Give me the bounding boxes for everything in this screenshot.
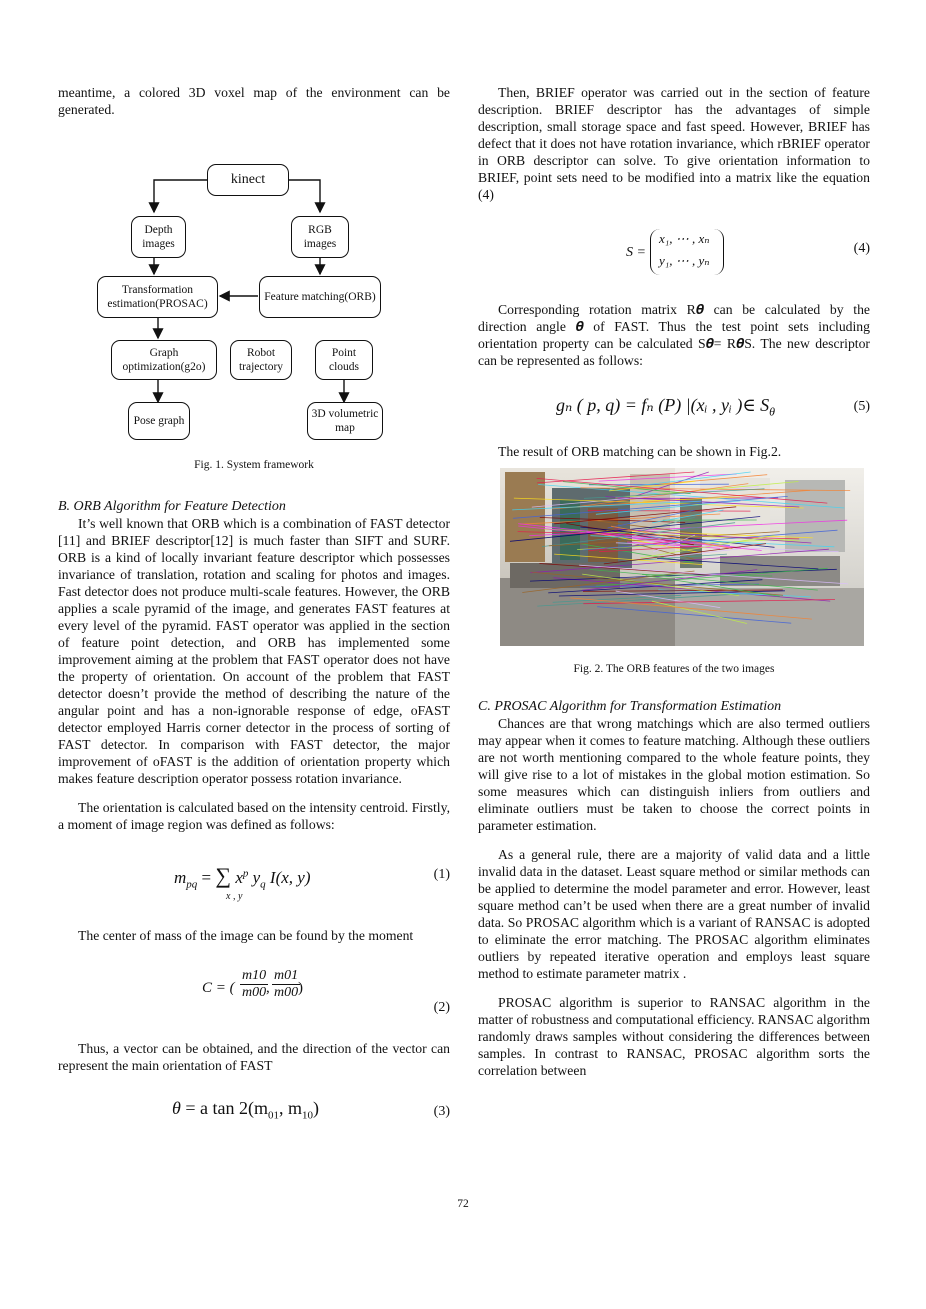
section-c-paragraph-2: As a general rule, there are a majority of valid data and a little invalid data in the dataset. Least square method or similar methods can be applied to determine the model parameter and error. However, least square method can’t be used when there are a great number of invalid data. So PROSAC algorithm which is a variant of RANSAC is adopted to eliminate the error matching. The PROSAC algorithm eliminates outliers by repeated iterative operation and employs least square method to estimate parameter matrix .: [478, 847, 870, 981]
eq1-m: m: [174, 868, 187, 887]
eq1-sub-pq: pq: [186, 878, 198, 891]
eq2-lhs: C = (: [202, 980, 235, 996]
section-b-title: B. ORB Algorithm for Feature Detection: [58, 499, 286, 514]
fig1-caption: Fig. 1. System framework: [194, 459, 314, 471]
section-b-paragraph-3: The center of mass of the image can be found by the moment: [78, 928, 414, 943]
rgb-label-line2: images: [303, 238, 337, 250]
eq3-close: ): [313, 1098, 319, 1118]
eq1-sum-subscript: x , y: [226, 891, 243, 902]
section-c-paragraph-3: PROSAC algorithm is superior to RANSAC algorithm in the matter of robustness and computational efficiency. RANSAC algorithm randomly draws samples without considering the differences between samples. In contrast to RANSAC, PROSAC algorithm sorts the correlation between: [478, 995, 870, 1078]
eq1-args: (x, y): [275, 868, 311, 887]
equation-1: [58, 853, 450, 913]
robot-label-line1: Robot: [246, 347, 276, 359]
feature-matching-node: [259, 276, 381, 318]
eq5-sub-theta: θ: [769, 404, 776, 419]
eq1-sub-q: q: [260, 878, 266, 891]
graph-label-line2: optimization(g2o): [122, 361, 206, 373]
equation-4: [478, 229, 870, 281]
equation-3: [58, 1096, 450, 1136]
transformation-node: [97, 276, 218, 318]
section-c-paragraph-1: Chances are that wrong matchings which are also termed outliers may appear when it comes to feature matching. Although these outliers are not worth mentioning compared to the whole feature points, they will give rise to a lot of mistakes in the global motion estimation. So some measures which can distinguish inliers from outliers and eliminate outliers must be taken to choose the correct points in parameter estimation.: [478, 716, 870, 833]
eq3-sub-01: 01: [267, 1109, 279, 1122]
equation-2: [58, 966, 450, 1026]
right-paragraph-2: Corresponding rotation matrix R𝜽 can be calculated by the direction angle 𝜽 of FAST. Thus the test point sets including orientation property can be calculated S𝜽= R𝜽S. The new descriptor can be represented as follows:: [478, 302, 870, 368]
section-b-paragraph-2: The orientation is calculated based on the intensity centroid. Firstly, a moment of image region was defined as follows:: [58, 800, 450, 832]
eq5-number: (5): [853, 399, 870, 414]
graph-label-line1: Graph: [149, 347, 179, 359]
right-column: [478, 84, 870, 1079]
system-framework-figure: [58, 140, 450, 410]
pose-graph-label: Pose graph: [133, 415, 185, 427]
depth-label-line1: Depth: [144, 224, 173, 236]
section-b-paragraph-1: It’s well known that ORB which is a combination of FAST detector [11] and BRIEF descriptor[12] is much faster than SIFT and SURF. ORB is a kind of locally invariant feature descriptor which possesses invariance of translation, rotation and scaling for photos and images. Fast detector does not produce multi-scale features. However, the ORB applies a scale pyramid of the image, and generates FAST features at every level of the pyramid. FAST operator was applied in the section of feature point detection, and ORB has implemented some improvement aiming at the problem that FAST operator does not have the property of orientation. On account of the problem that FAST detector doesn’t provide the method of describing the nature of the angular point and has a non-ignorable response of edge, oFAST detector employed Harris corner detector in the process of sorting of FAST detector. In comparison with FAST detector, the major improvement of oFAST is the addition of orientation property which makes feature description operator possess rotation invariance.: [58, 516, 450, 786]
eq3-number: (3): [433, 1104, 450, 1119]
eq5-body: gₙ ( p, q) = fₙ (P) |(xᵢ , yᵢ )∈ S: [556, 395, 770, 415]
eq3-theta: θ: [172, 1098, 181, 1118]
eq2-numerator-2: m01: [274, 968, 299, 983]
eq4-lhs: S =: [626, 245, 646, 260]
page-number: 72: [457, 1198, 469, 1210]
eq1-sup-p: p: [242, 867, 249, 880]
eq4-matrix: [650, 229, 724, 275]
transformation-label-line1: Transformation: [121, 284, 194, 296]
eq1-equals: =: [201, 868, 212, 887]
robot-label-line2: trajectory: [238, 361, 284, 373]
eq1-number: (1): [433, 867, 450, 882]
section-b-paragraph-4: Thus, a vector can be obtained, and the direction of the vector can represent the main orientation of FAST: [58, 1041, 450, 1073]
eq2-comma: ,: [266, 980, 270, 996]
volumetric-label-line2: map: [335, 422, 355, 434]
eq4-number: (4): [853, 241, 870, 256]
right-paragraph-3: The result of ORB matching can be shown in Fig.2.: [498, 444, 782, 459]
left-column: [58, 84, 450, 1136]
eq3-body: = a tan 2(m: [180, 1098, 268, 1118]
fig1-bottom-row: [58, 402, 450, 442]
point-clouds-node: [315, 340, 373, 380]
fig2-caption: Fig. 2. The ORB features of the two images: [573, 663, 775, 675]
rgb-label-line1: RGB: [308, 224, 332, 236]
kinect-node: [207, 164, 289, 196]
graph-optimization-node: [111, 340, 217, 380]
transformation-label-line2: estimation(PROSAC): [107, 298, 208, 310]
robot-trajectory-node: [230, 340, 292, 380]
eq2-denominator-2: m00: [274, 985, 299, 1000]
eq4-row-2: y₁, ⋯ , yₙ: [659, 253, 710, 268]
point-label-line2: clouds: [328, 361, 360, 373]
eq3-sub-10: 10: [302, 1109, 313, 1122]
eq1-x: x: [235, 868, 243, 887]
eq2-denominator-1: m00: [242, 985, 267, 1000]
volumetric-label-line1: 3D volumetric: [311, 408, 379, 420]
depth-label-line2: images: [142, 238, 175, 250]
rgb-images-node: [291, 216, 349, 258]
eq2-number: (2): [433, 1000, 450, 1015]
volumetric-map-node: [307, 402, 383, 440]
feature-matching-label: Feature matching(ORB): [264, 291, 376, 303]
depth-images-node: [131, 216, 186, 258]
orb-matching-figure: [500, 468, 864, 646]
eq1-y: y: [252, 868, 261, 887]
section-c-title: C. PROSAC Algorithm for Transformation Estimation: [478, 699, 782, 714]
eq1-sum: ∑: [215, 863, 232, 888]
eq2-close: ): [298, 980, 303, 996]
equation-5: [478, 389, 870, 429]
eq4-row-1: x₁, ⋯ , xₙ: [659, 231, 710, 246]
eq2-numerator-1: m10: [242, 968, 267, 983]
right-paragraph-1: Then, BRIEF operator was carried out in the section of feature description. BRIEF descriptor has the advantages of simple description, small storage space and fast speed. However, BRIEF has defect that it does not have rotation invariance, which rBRIEF operator in ORB descriptor can solve. To give orientation information to BRIEF, point sets need to be modified into a matrix like the equation (4): [478, 85, 870, 202]
point-label-line1: Point: [331, 347, 357, 359]
kinect-label: kinect: [230, 172, 266, 187]
eq1-I: I: [269, 868, 276, 887]
eq3-mid: , m: [278, 1098, 302, 1118]
intro-paragraph: meantime, a colored 3D voxel map of the environment can be generated.: [58, 85, 450, 117]
orb-matching-image: [500, 468, 864, 646]
pose-graph-node: [128, 402, 190, 440]
